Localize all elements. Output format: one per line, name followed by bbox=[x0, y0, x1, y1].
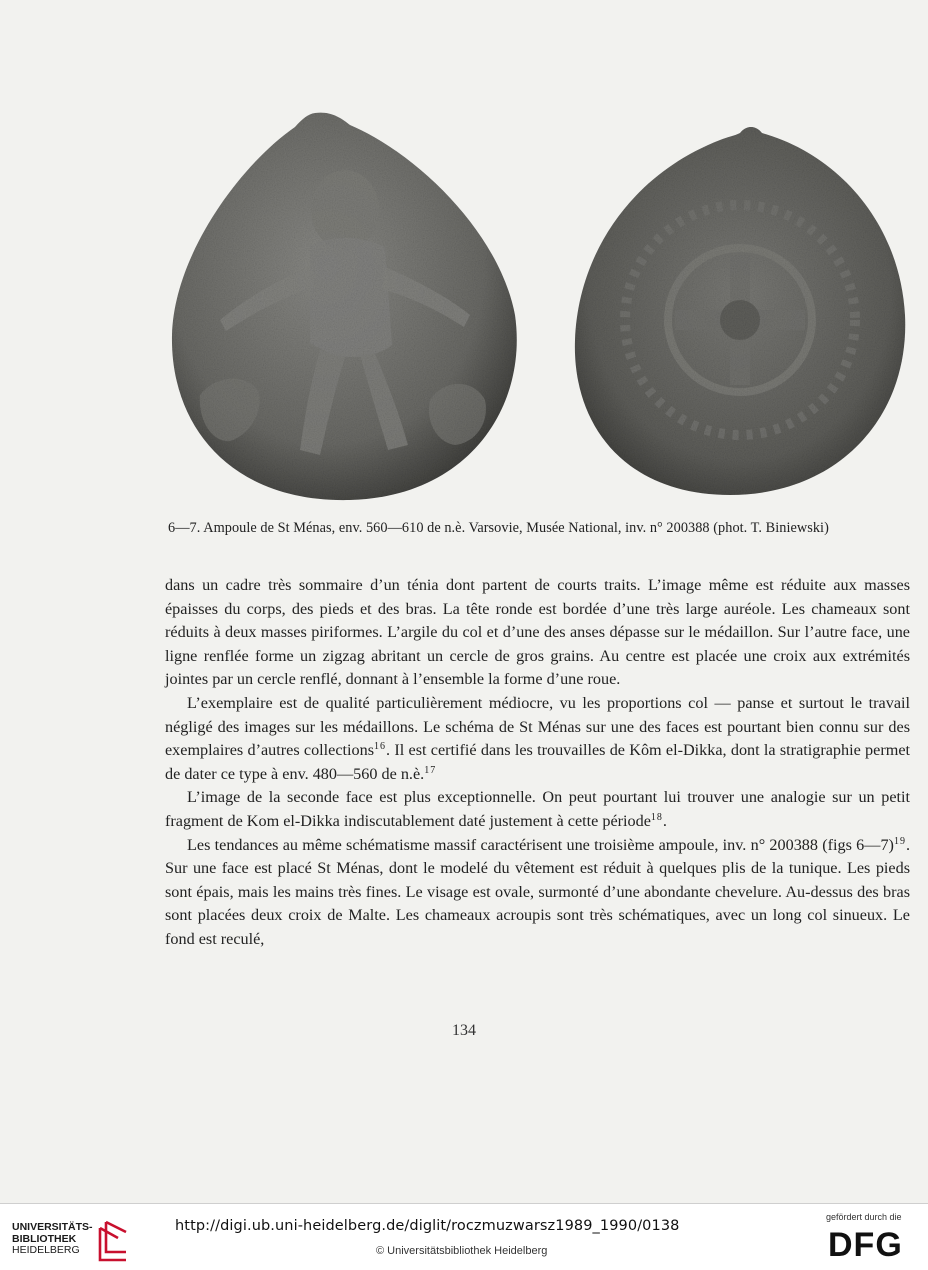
paragraph-text: L’image de la seconde face est plus exceptionnelle. On peut pourtant lui trouver une analogie sur un petit fragment de Kom el-Dikka indiscutablement daté justement à cette période bbox=[165, 788, 910, 830]
ampoule-face-menas bbox=[172, 113, 517, 500]
institution-name bbox=[12, 1222, 93, 1257]
paragraph-text: L’exemplaire est de qualité particulièrement médiocre, vu les proportions col — panse et surtout le travail négligé des images sur les médaillons. Le schéma de St Ménas sur une des faces est pourtant bien connu sur des exemplaires d’autres collections bbox=[165, 693, 910, 760]
institution-line-3: HEIDELBERG bbox=[12, 1244, 80, 1256]
ub-heidelberg-logo[interactable] bbox=[12, 1218, 142, 1262]
institution-line-2: BIBLIOTHEK bbox=[12, 1232, 77, 1245]
paragraph bbox=[165, 574, 910, 692]
dfg-logo-icon bbox=[826, 1226, 914, 1260]
footnote-marker: 16 bbox=[374, 741, 387, 753]
permalink-url[interactable]: http://digi.ub.uni-heidelberg.de/diglit/roczmuzwarsz1989_1990/0138 bbox=[175, 1218, 680, 1234]
ampoule-face-cross bbox=[575, 127, 905, 495]
paragraph-text: dans un cadre très sommaire d’un ténia dont partent de courts traits. L’image même est réduite aux masses épaisses du corps, des pieds et des bras. La tête ronde est bordée d’une très large auréole. Les chameaux sont réduits à deux masses piriformes. L’argile du col et d’une des anses dépasse sur le médaillon. Sur l’autre face, une ligne renflée forme un zigzag abritant un cercle de gros grains. Au centre est placée une croix aux extrémités jointes par un cercle renflé, donnant à l’ensemble la forme d’une roue. bbox=[165, 576, 910, 689]
paragraph bbox=[165, 786, 910, 833]
paragraph-text: Les tendances au même schématisme massif caractérisent une troisième ampoule, inv. n° 200388 (figs 6—7) bbox=[187, 835, 894, 854]
body-text bbox=[165, 574, 910, 952]
figure-caption: 6—7. Ampoule de St Ménas, env. 560—610 de n.è. Varsovie, Musée National, inv. n° 200388 (phot. T. Biniewski) bbox=[168, 520, 829, 536]
sponsor-label: gefördert durch die bbox=[826, 1212, 902, 1222]
paragraph-text: . Sur une face est placé St Ménas, dont le modelé du vêtement est réduit à quelques plis de la tunique. Les pieds sont épais, mais les mains très fines. Le visage est ovale, surmonté d’une abondante chevelure. Au-dessus des bras sont placées deux croix de Malte. Les chameaux acroupis sont très schématiques, avec un long col sinueux. Le fond est reculé, bbox=[165, 835, 910, 948]
footnote-marker: 19 bbox=[893, 835, 906, 847]
footnote-marker: 17 bbox=[424, 764, 437, 776]
institution-line-1: UNIVERSITÄTS- bbox=[12, 1221, 93, 1233]
paragraph-text: . bbox=[662, 811, 667, 830]
page-number: 134 bbox=[452, 1022, 476, 1039]
paragraph bbox=[165, 834, 910, 952]
paragraph-text: . Il est certifié dans les trouvailles de Kôm el-Dikka, dont la stratigraphie permet de dater ce type à env. 480—560 de n.è. bbox=[165, 741, 911, 783]
paragraph bbox=[165, 692, 910, 786]
ub-emblem-icon bbox=[96, 1218, 130, 1262]
footnote-marker: 18 bbox=[650, 811, 663, 823]
digitization-footer bbox=[0, 1203, 928, 1270]
dfg-logo-text: DFG bbox=[828, 1226, 903, 1260]
dfg-sponsor[interactable] bbox=[822, 1212, 918, 1264]
ampoule-photographs bbox=[160, 105, 920, 510]
copyright-notice: © Universitätsbibliothek Heidelberg bbox=[376, 1245, 548, 1257]
